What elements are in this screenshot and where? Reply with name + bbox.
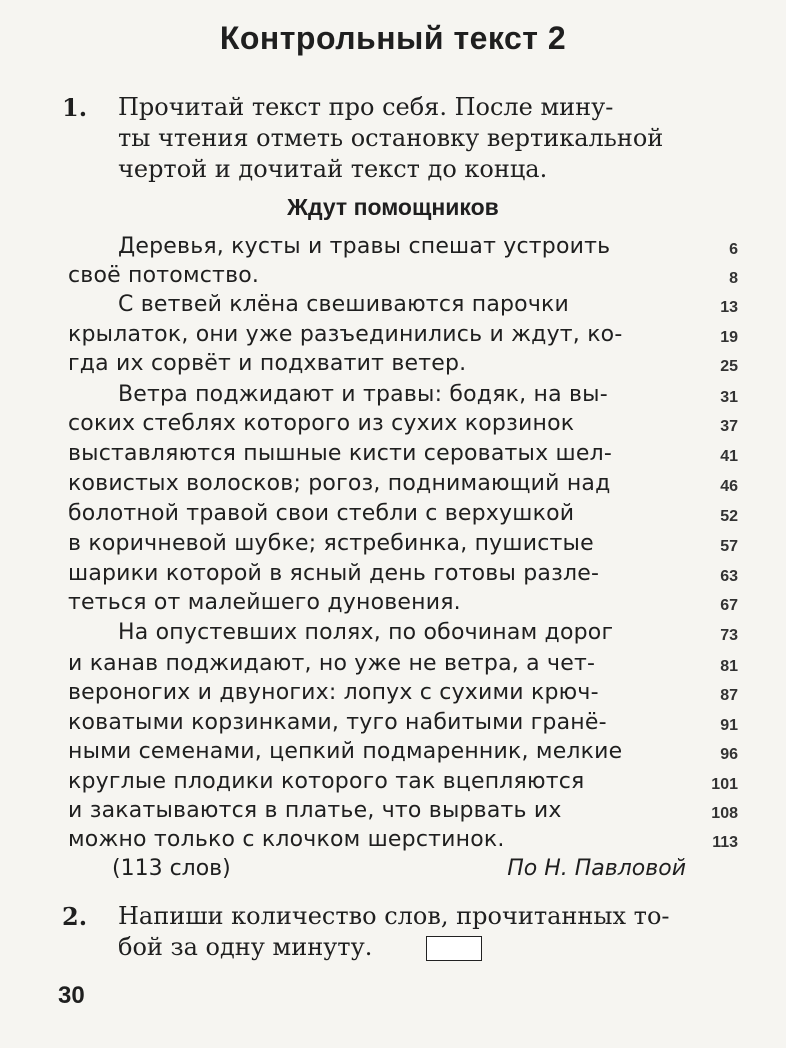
word-count: 108 <box>711 805 738 822</box>
story-line: На опустевших полях, по обочинам дорог <box>118 620 614 645</box>
task-2-number: 2. <box>62 902 88 931</box>
story-line: гда их сорвёт и подхватит ветер. <box>68 351 467 376</box>
story-line: ными семенами, цепкий подмаренник, мелкие <box>68 739 623 764</box>
word-count: 57 <box>720 538 738 555</box>
word-count: 81 <box>720 658 738 675</box>
story-line: в коричневой шубке; ястребинка, пушистые <box>68 531 594 556</box>
story-line: и закатываются в платье, что вырвать их <box>68 798 562 823</box>
story-line: вероногих и двуногих: лопух с сухими крюч- <box>68 680 599 705</box>
word-count: 52 <box>720 508 738 525</box>
story-line: С ветвей клёна свешиваются парочки <box>118 292 570 317</box>
word-count: 19 <box>720 329 738 346</box>
story-line: соких стеблях которого из сухих корзинок <box>68 411 575 436</box>
task-1 <box>62 92 752 192</box>
story-line: Ветра поджидают и травы: бодяк, на вы- <box>118 382 608 407</box>
story-line: коватыми корзинками, туго набитыми гранё- <box>68 710 607 735</box>
story-line: можно только с клочком шерстинок. <box>68 827 505 852</box>
page-number: 30 <box>58 982 85 1009</box>
task-1-line: чертой и дочитай текст до конца. <box>118 155 548 183</box>
story-line: крылаток, они уже разъединились и ждут, ко- <box>68 322 623 347</box>
word-count: 31 <box>720 389 738 406</box>
page-title: Контрольный текст 2 <box>219 20 567 56</box>
story-title: Ждут помощников <box>287 194 499 220</box>
story-line: шарики которой в ясный день готовы разле- <box>68 561 600 586</box>
word-count: 63 <box>720 568 738 585</box>
story-author: По Н. Павловой <box>507 856 686 881</box>
word-count: 96 <box>720 746 738 763</box>
word-count: 73 <box>720 627 738 644</box>
word-count: 13 <box>720 299 738 316</box>
story-line: круглые плодики которого так вцепляются <box>68 769 585 794</box>
task-2-line: Напиши количество слов, прочитанных то- <box>118 902 670 930</box>
word-count: 6 <box>729 241 738 258</box>
word-count: 101 <box>711 776 738 793</box>
task-2 <box>62 901 752 971</box>
story-line: Деревья, кусты и травы спешат устроить <box>118 234 611 259</box>
task-1-number: 1. <box>62 93 88 122</box>
task-1-line: Прочитай текст про себя. После мину- <box>118 93 614 121</box>
story-footer <box>112 852 686 886</box>
word-count: 25 <box>720 358 738 375</box>
story-line: своё потомство. <box>68 263 260 288</box>
task-1-line: ты чтения отметь остановку вертикальной <box>118 124 664 152</box>
task-2-line: бой за одну минуту. <box>118 933 373 961</box>
word-count: 8 <box>729 270 738 287</box>
story-line: и канав поджидают, но уже не ветра, а чет- <box>68 651 596 676</box>
word-count: 91 <box>720 717 738 734</box>
word-count: 46 <box>720 478 738 495</box>
word-count: 41 <box>720 448 738 465</box>
story-line: болотной травой свои стебли с верхушкой <box>68 501 575 526</box>
word-total: (113 слов) <box>112 856 231 881</box>
word-count: 37 <box>720 418 738 435</box>
word-count: 87 <box>720 687 738 704</box>
word-count: 113 <box>712 834 738 851</box>
story-line: ковистых волосков; рогоз, поднимающий над <box>68 471 611 496</box>
word-count: 67 <box>720 597 738 614</box>
story-line: выставляются пышные кисти сероватых шел- <box>68 441 612 466</box>
story-line: теться от малейшего дуновения. <box>68 590 461 615</box>
answer-box[interactable] <box>426 936 482 961</box>
